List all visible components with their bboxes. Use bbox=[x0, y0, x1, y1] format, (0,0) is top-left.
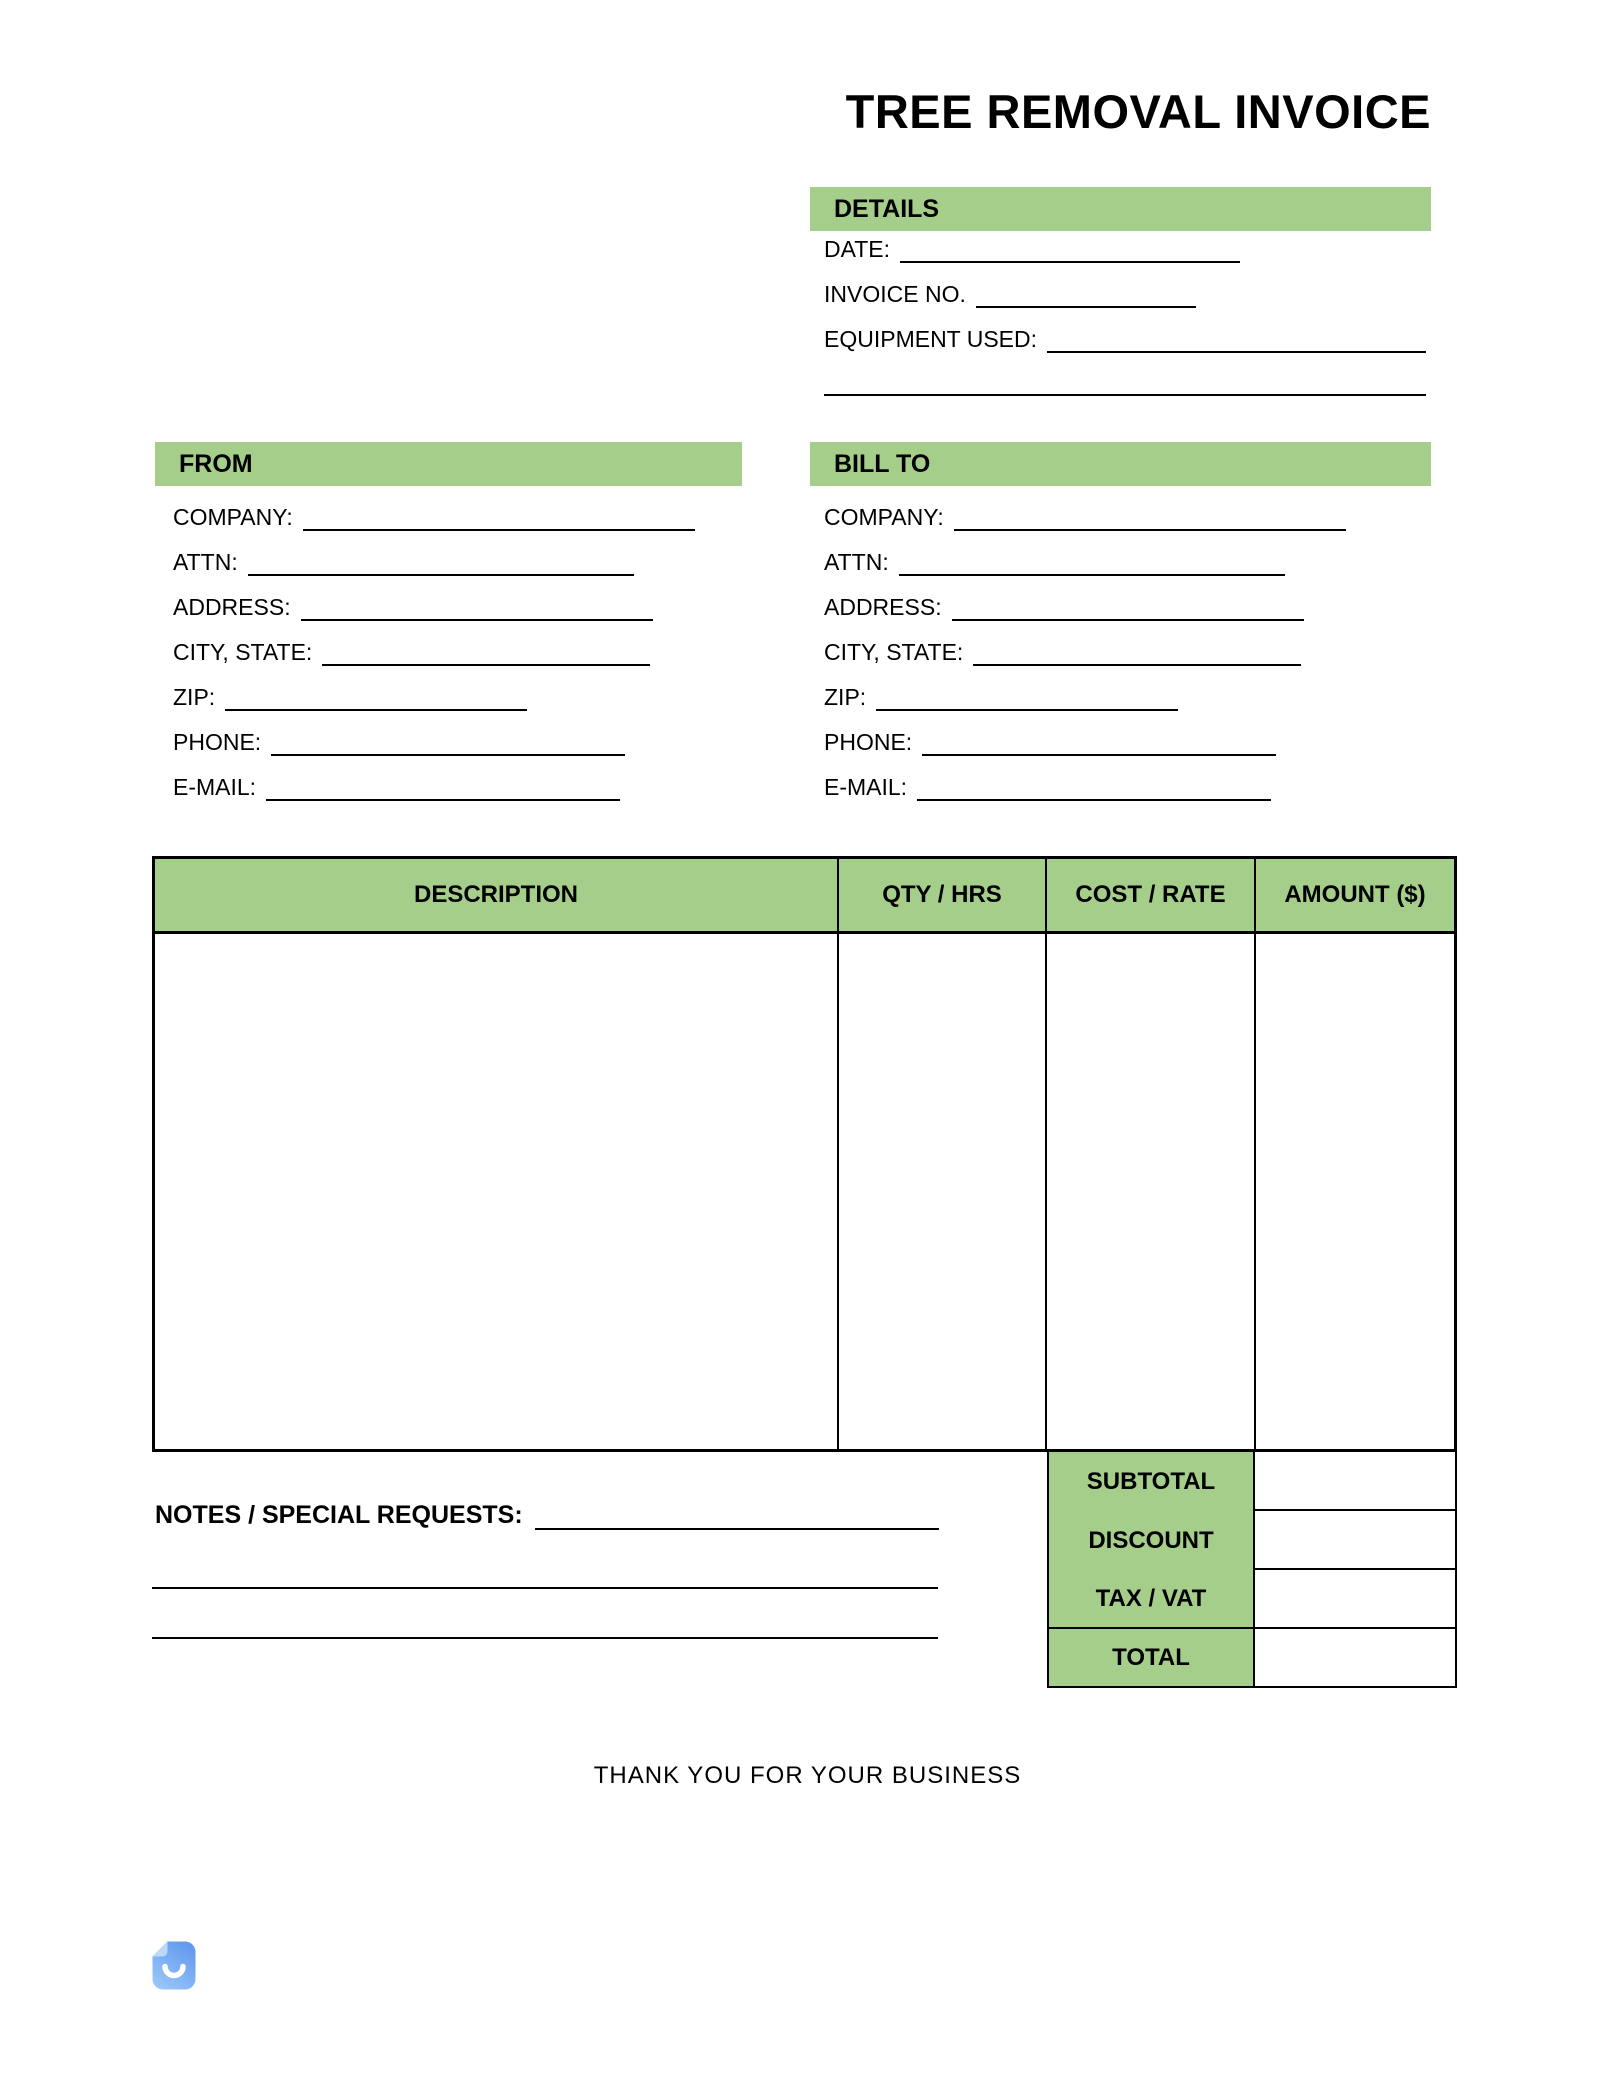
notes-special-requests-row bbox=[155, 1496, 939, 1530]
from-phone-fill-line bbox=[271, 722, 625, 756]
from-email-label: E-MAIL: bbox=[173, 774, 257, 800]
equipment-used-label: EQUIPMENT USED: bbox=[824, 326, 1037, 352]
from-company-fill-line bbox=[303, 497, 695, 531]
amount-cell bbox=[1256, 934, 1454, 1449]
total-label: TOTAL bbox=[1047, 1629, 1253, 1688]
tax-vat-row bbox=[1047, 1570, 1457, 1629]
from-company-row bbox=[173, 497, 695, 531]
thank-you-message: THANK YOU FOR YOUR BUSINESS bbox=[593, 1762, 1022, 1789]
equipment-used-overflow-line bbox=[824, 360, 1426, 396]
cost-rate-cell bbox=[1047, 934, 1256, 1449]
from-phone-row bbox=[173, 722, 625, 756]
tax-vat-value-cell bbox=[1253, 1570, 1457, 1629]
from-zip-row bbox=[173, 677, 527, 711]
bill-to-attn-row bbox=[824, 542, 1285, 576]
bill-to-phone-fill-line bbox=[922, 722, 1276, 756]
discount-label: DISCOUNT bbox=[1047, 1511, 1253, 1570]
from-address-fill-line bbox=[301, 587, 653, 621]
totals-summary bbox=[1047, 1452, 1457, 1688]
invoice-no-label: INVOICE NO. bbox=[824, 281, 966, 307]
line-items-header-row bbox=[155, 859, 1454, 934]
bill-to-company-label: COMPANY: bbox=[824, 504, 944, 530]
bill-to-company-row bbox=[824, 497, 1346, 531]
bill-to-section-header bbox=[810, 442, 1431, 486]
from-address-row bbox=[173, 587, 653, 621]
notes-fill-line-2 bbox=[152, 1553, 938, 1589]
bill-to-header-label: BILL TO bbox=[834, 449, 931, 478]
from-phone-label: PHONE: bbox=[173, 729, 262, 755]
subtotal-value-cell bbox=[1253, 1452, 1457, 1511]
date-label: DATE: bbox=[824, 236, 891, 262]
invoice-no-field-row bbox=[824, 274, 1426, 308]
bill-to-city-state-label: CITY, STATE: bbox=[824, 639, 964, 665]
bill-to-zip-row bbox=[824, 677, 1178, 711]
tax-vat-label: TAX / VAT bbox=[1047, 1570, 1253, 1629]
discount-row bbox=[1047, 1511, 1457, 1570]
bill-to-address-label: ADDRESS: bbox=[824, 594, 942, 620]
column-header-description: DESCRIPTION bbox=[155, 859, 839, 931]
line-items-table bbox=[152, 856, 1457, 1452]
page-title: TREE REMOVAL INVOICE bbox=[845, 85, 1431, 138]
from-city-state-label: CITY, STATE: bbox=[173, 639, 313, 665]
bill-to-address-row bbox=[824, 587, 1304, 621]
notes-fill-line-1 bbox=[535, 1496, 939, 1530]
column-header-amount: AMOUNT ($) bbox=[1284, 881, 1426, 908]
discount-value-cell bbox=[1253, 1511, 1457, 1570]
bill-to-attn-fill-line bbox=[899, 542, 1285, 576]
bill-to-attn-label: ATTN: bbox=[824, 549, 889, 575]
from-email-fill-line bbox=[266, 767, 620, 801]
from-header-label: FROM bbox=[179, 449, 253, 478]
from-email-row bbox=[173, 767, 620, 801]
from-section-header bbox=[155, 442, 742, 486]
date-field-row bbox=[824, 229, 1426, 263]
bill-to-zip-label: ZIP: bbox=[824, 684, 867, 710]
subtotal-row bbox=[1047, 1452, 1457, 1511]
total-row bbox=[1047, 1629, 1457, 1688]
bill-to-address-fill-line bbox=[952, 587, 1304, 621]
bill-to-email-label: E-MAIL: bbox=[824, 774, 908, 800]
bill-to-company-fill-line bbox=[954, 497, 1346, 531]
subtotal-label: SUBTOTAL bbox=[1047, 1452, 1253, 1511]
bill-to-phone-label: PHONE: bbox=[824, 729, 913, 755]
from-zip-label: ZIP: bbox=[173, 684, 216, 710]
invoice-no-fill-line bbox=[976, 274, 1196, 308]
from-attn-row bbox=[173, 542, 634, 576]
notes-fill-line-3 bbox=[152, 1603, 938, 1639]
description-cell bbox=[155, 934, 839, 1449]
from-city-state-row bbox=[173, 632, 650, 666]
from-address-label: ADDRESS: bbox=[173, 594, 291, 620]
bill-to-phone-row bbox=[824, 722, 1276, 756]
file-smile-logo-icon bbox=[152, 1941, 196, 1990]
column-header-cost-rate: COST / RATE bbox=[1047, 859, 1256, 931]
from-city-state-fill-line bbox=[322, 632, 650, 666]
details-header-label: DETAILS bbox=[834, 194, 940, 223]
bill-to-email-row bbox=[824, 767, 1271, 801]
date-fill-line bbox=[900, 229, 1240, 263]
bill-to-email-fill-line bbox=[917, 767, 1271, 801]
notes-label: NOTES / SPECIAL REQUESTS: bbox=[155, 1501, 523, 1529]
bill-to-city-state-row bbox=[824, 632, 1301, 666]
from-attn-label: ATTN: bbox=[173, 549, 238, 575]
from-zip-fill-line bbox=[225, 677, 527, 711]
bill-to-zip-fill-line bbox=[876, 677, 1178, 711]
total-value-cell bbox=[1253, 1629, 1457, 1688]
from-company-label: COMPANY: bbox=[173, 504, 293, 530]
details-section-header bbox=[810, 187, 1431, 231]
equipment-used-fill-line bbox=[1047, 319, 1426, 353]
from-attn-fill-line bbox=[248, 542, 634, 576]
bill-to-city-state-fill-line bbox=[973, 632, 1301, 666]
column-header-qty-hrs: QTY / HRS bbox=[839, 859, 1047, 931]
equipment-used-field-row bbox=[824, 319, 1426, 353]
line-items-body bbox=[155, 934, 1454, 1449]
qty-hrs-cell bbox=[839, 934, 1047, 1449]
